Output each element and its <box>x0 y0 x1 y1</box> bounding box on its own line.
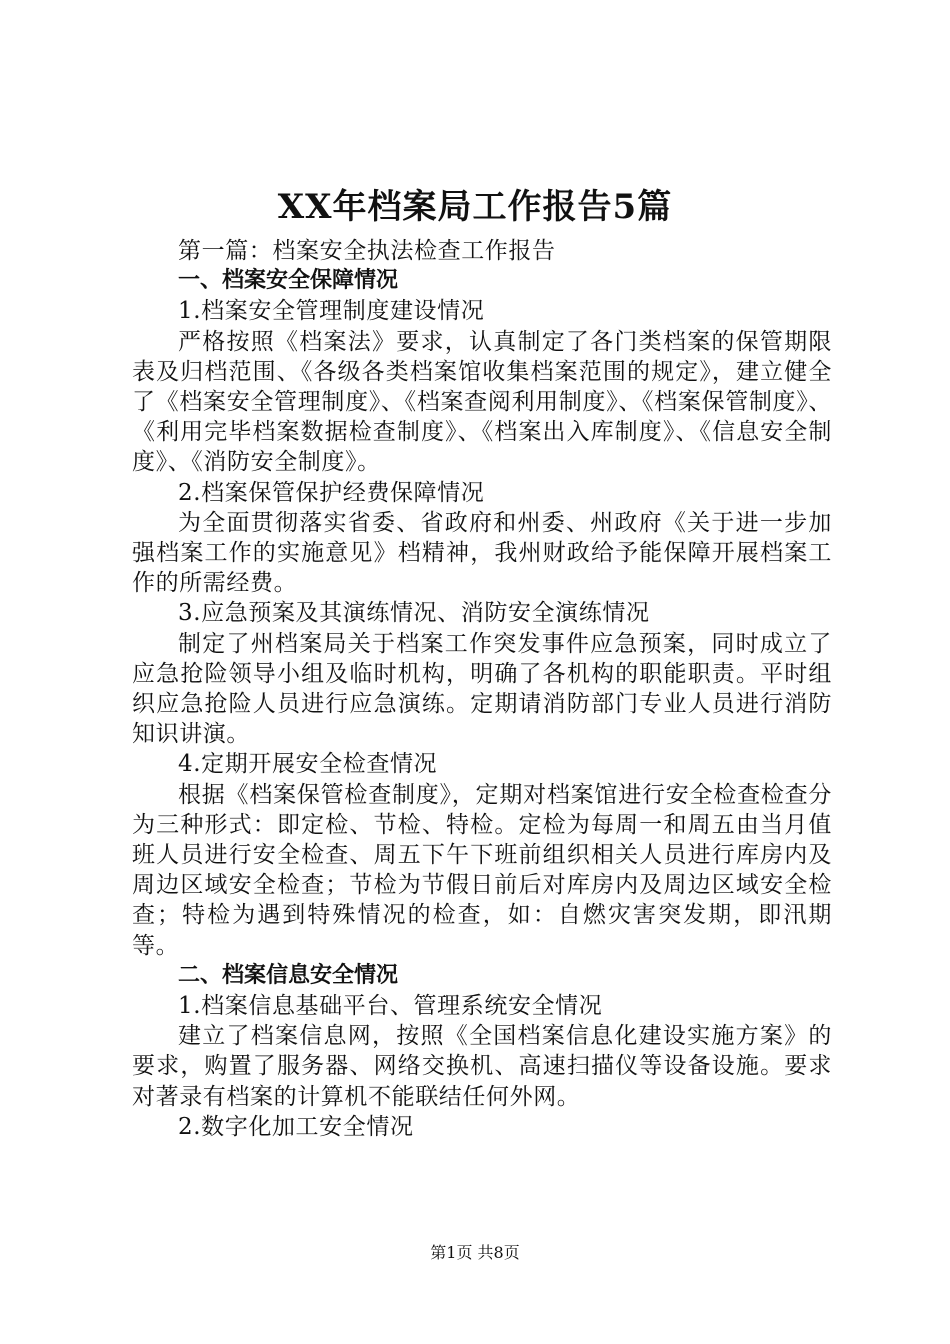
body-paragraph: 严格按照《档案法》要求，认真制定了各门类档案的保管期限表及归档范围、《各级各类档案馆收集档案范围的规定》，建立健全了《档案安全管理制度》、《档案查阅利用制度》、《档案保管制度》、《利用完毕档案数据检查制度》、《档案出入库制度》、《信息安全制度》、《消防安全制度》。 <box>132 328 832 476</box>
document-body <box>132 236 832 1142</box>
subsection-heading: 4.定期开展安全检查情况 <box>178 751 438 778</box>
section-heading: 二、档案信息安全情况 <box>178 962 399 988</box>
subsection-heading: 1.档案信息基础平台、管理系统安全情况 <box>178 993 603 1020</box>
section-heading: 一、档案安全保障情况 <box>178 268 399 294</box>
body-paragraph: 建立了档案信息网，按照《全国档案信息化建设实施方案》的要求，购置了服务器、网络交换机、高速扫描仪等设备设施。要求对著录有档案的计算机不能联结任何外网。 <box>132 1023 832 1110</box>
page-footer: 第1页 共8页 <box>430 1243 520 1262</box>
subsection-heading: 2.数字化加工安全情况 <box>178 1113 414 1140</box>
subsection-heading: 2.档案保管保护经费保障情况 <box>178 479 485 506</box>
body-paragraph: 根据《档案保管检查制度》，定期对档案馆进行安全检查检查分为三种形式：即定检、节检、特检。定检为每周一和周五由当月值班人员进行安全检查、周五下午下班前组织相关人员进行库房内及周边区域安全检查；节检为节假日前后对库房内及周边区域安全检查；特检为遇到特殊情况的检查，如：自燃灾害突发期，即汛期等。 <box>132 781 832 959</box>
document-title: XX年档案局工作报告5篇 <box>277 187 673 227</box>
body-paragraph: 制定了州档案局关于档案工作突发事件应急预案，同时成立了应急抢险领导小组及临时机构，明确了各机构的职能职责。平时组织应急抢险人员进行应急演练。定期请消防部门专业人员进行消防知识讲演。 <box>132 630 832 748</box>
body-paragraph: 为全面贯彻落实省委、省政府和州委、州政府《关于进一步加强档案工作的实施意见》档精神，我州财政给予能保障开展档案工作的所需经费。 <box>132 509 832 597</box>
subsection-heading: 1.档案安全管理制度建设情况 <box>178 298 485 325</box>
subsection-heading: 3.应急预案及其演练情况、消防安全演练情况 <box>178 600 650 627</box>
chapter-heading: 第一篇：档案安全执法检查工作报告 <box>178 238 556 264</box>
